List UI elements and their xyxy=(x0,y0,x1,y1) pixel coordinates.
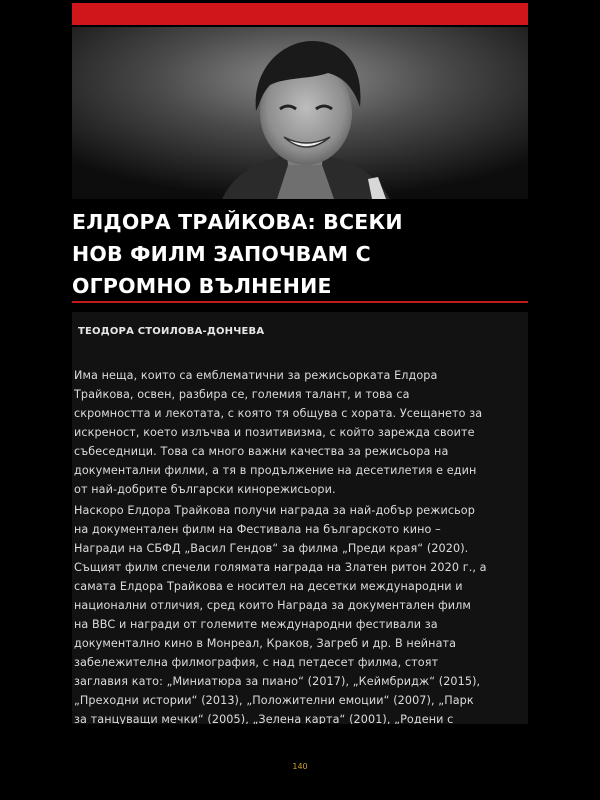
article-body xyxy=(72,312,528,724)
text-line: на документален филм на Фестивала на българското кино – xyxy=(74,523,441,536)
text-line: забележителна филмография, с над петдесет филма, стоят xyxy=(74,656,439,669)
article-title-line: НОВ ФИЛМ ЗАПОЧВАМ С xyxy=(72,242,371,266)
text-line: искреност, което излъчва и позитивизма, с който зарежда своите xyxy=(74,426,475,439)
text-line: документално кино в Монреал, Краков, Загреб и др. В нейната xyxy=(74,637,457,650)
text-line: Има неща, които са емблематични за режисьорката Елдора xyxy=(74,369,438,382)
text-line: на BBC и награди от големите международни фестивали за xyxy=(74,618,438,631)
text-line: Трайкова, освен, разбира се, големия талант, и това са xyxy=(74,388,410,401)
text-line: скромността и лекотата, с която тя общува с хората. Усещането за xyxy=(74,407,483,420)
text-line: „Преходни истории“ (2013), „Положителни емоции“ (2007), „Парк xyxy=(74,694,474,707)
header-accent-bar xyxy=(72,3,528,25)
portrait-photo xyxy=(72,27,528,199)
paragraph-intro xyxy=(74,366,528,499)
article-title-line: ЕЛДОРА ТРАЙКОВА: ВСЕКИ xyxy=(72,210,403,234)
text-line: за танцуващи мечки“ (2005), „Зелена карта“ (2001), „Родени с xyxy=(74,713,454,724)
text-line: Същият филм спечели голямата награда на Златен ритон 2020 г., а xyxy=(74,561,487,574)
page-number: 140 xyxy=(292,762,308,771)
portrait-illustration xyxy=(72,27,528,199)
text-line: събеседници. Това са много важни качества за режисьора на xyxy=(74,445,449,458)
text-line: национални отличия, сред които Награда за документален филм xyxy=(74,599,471,612)
title-divider xyxy=(72,301,528,303)
text-line: документални филми, а тя в продължение на десетилетия е един xyxy=(74,464,477,477)
text-line: заглавия като: „Миниатюра за пиано“ (2017), „Кеймбридж“ (2015), xyxy=(74,675,481,688)
text-line: самата Елдора Трайкова е носител на десетки международни и xyxy=(74,580,463,593)
text-line: Награди на СБФД „Васил Гендов“ за филма „Преди края“ (2020). xyxy=(74,542,469,555)
text-line: Наскоро Елдора Трайкова получи награда за най-добър режисьор xyxy=(74,504,475,517)
paragraph-awards xyxy=(74,501,528,724)
article-title xyxy=(72,206,528,302)
article-title-line: ОГРОМНО ВЪЛНЕНИЕ xyxy=(72,274,332,298)
author-name: ТЕОДОРА СТОИЛОВА-ДОНЧЕВА xyxy=(78,326,265,337)
text-line: от най-добрите български кинорежисьори. xyxy=(74,483,336,496)
